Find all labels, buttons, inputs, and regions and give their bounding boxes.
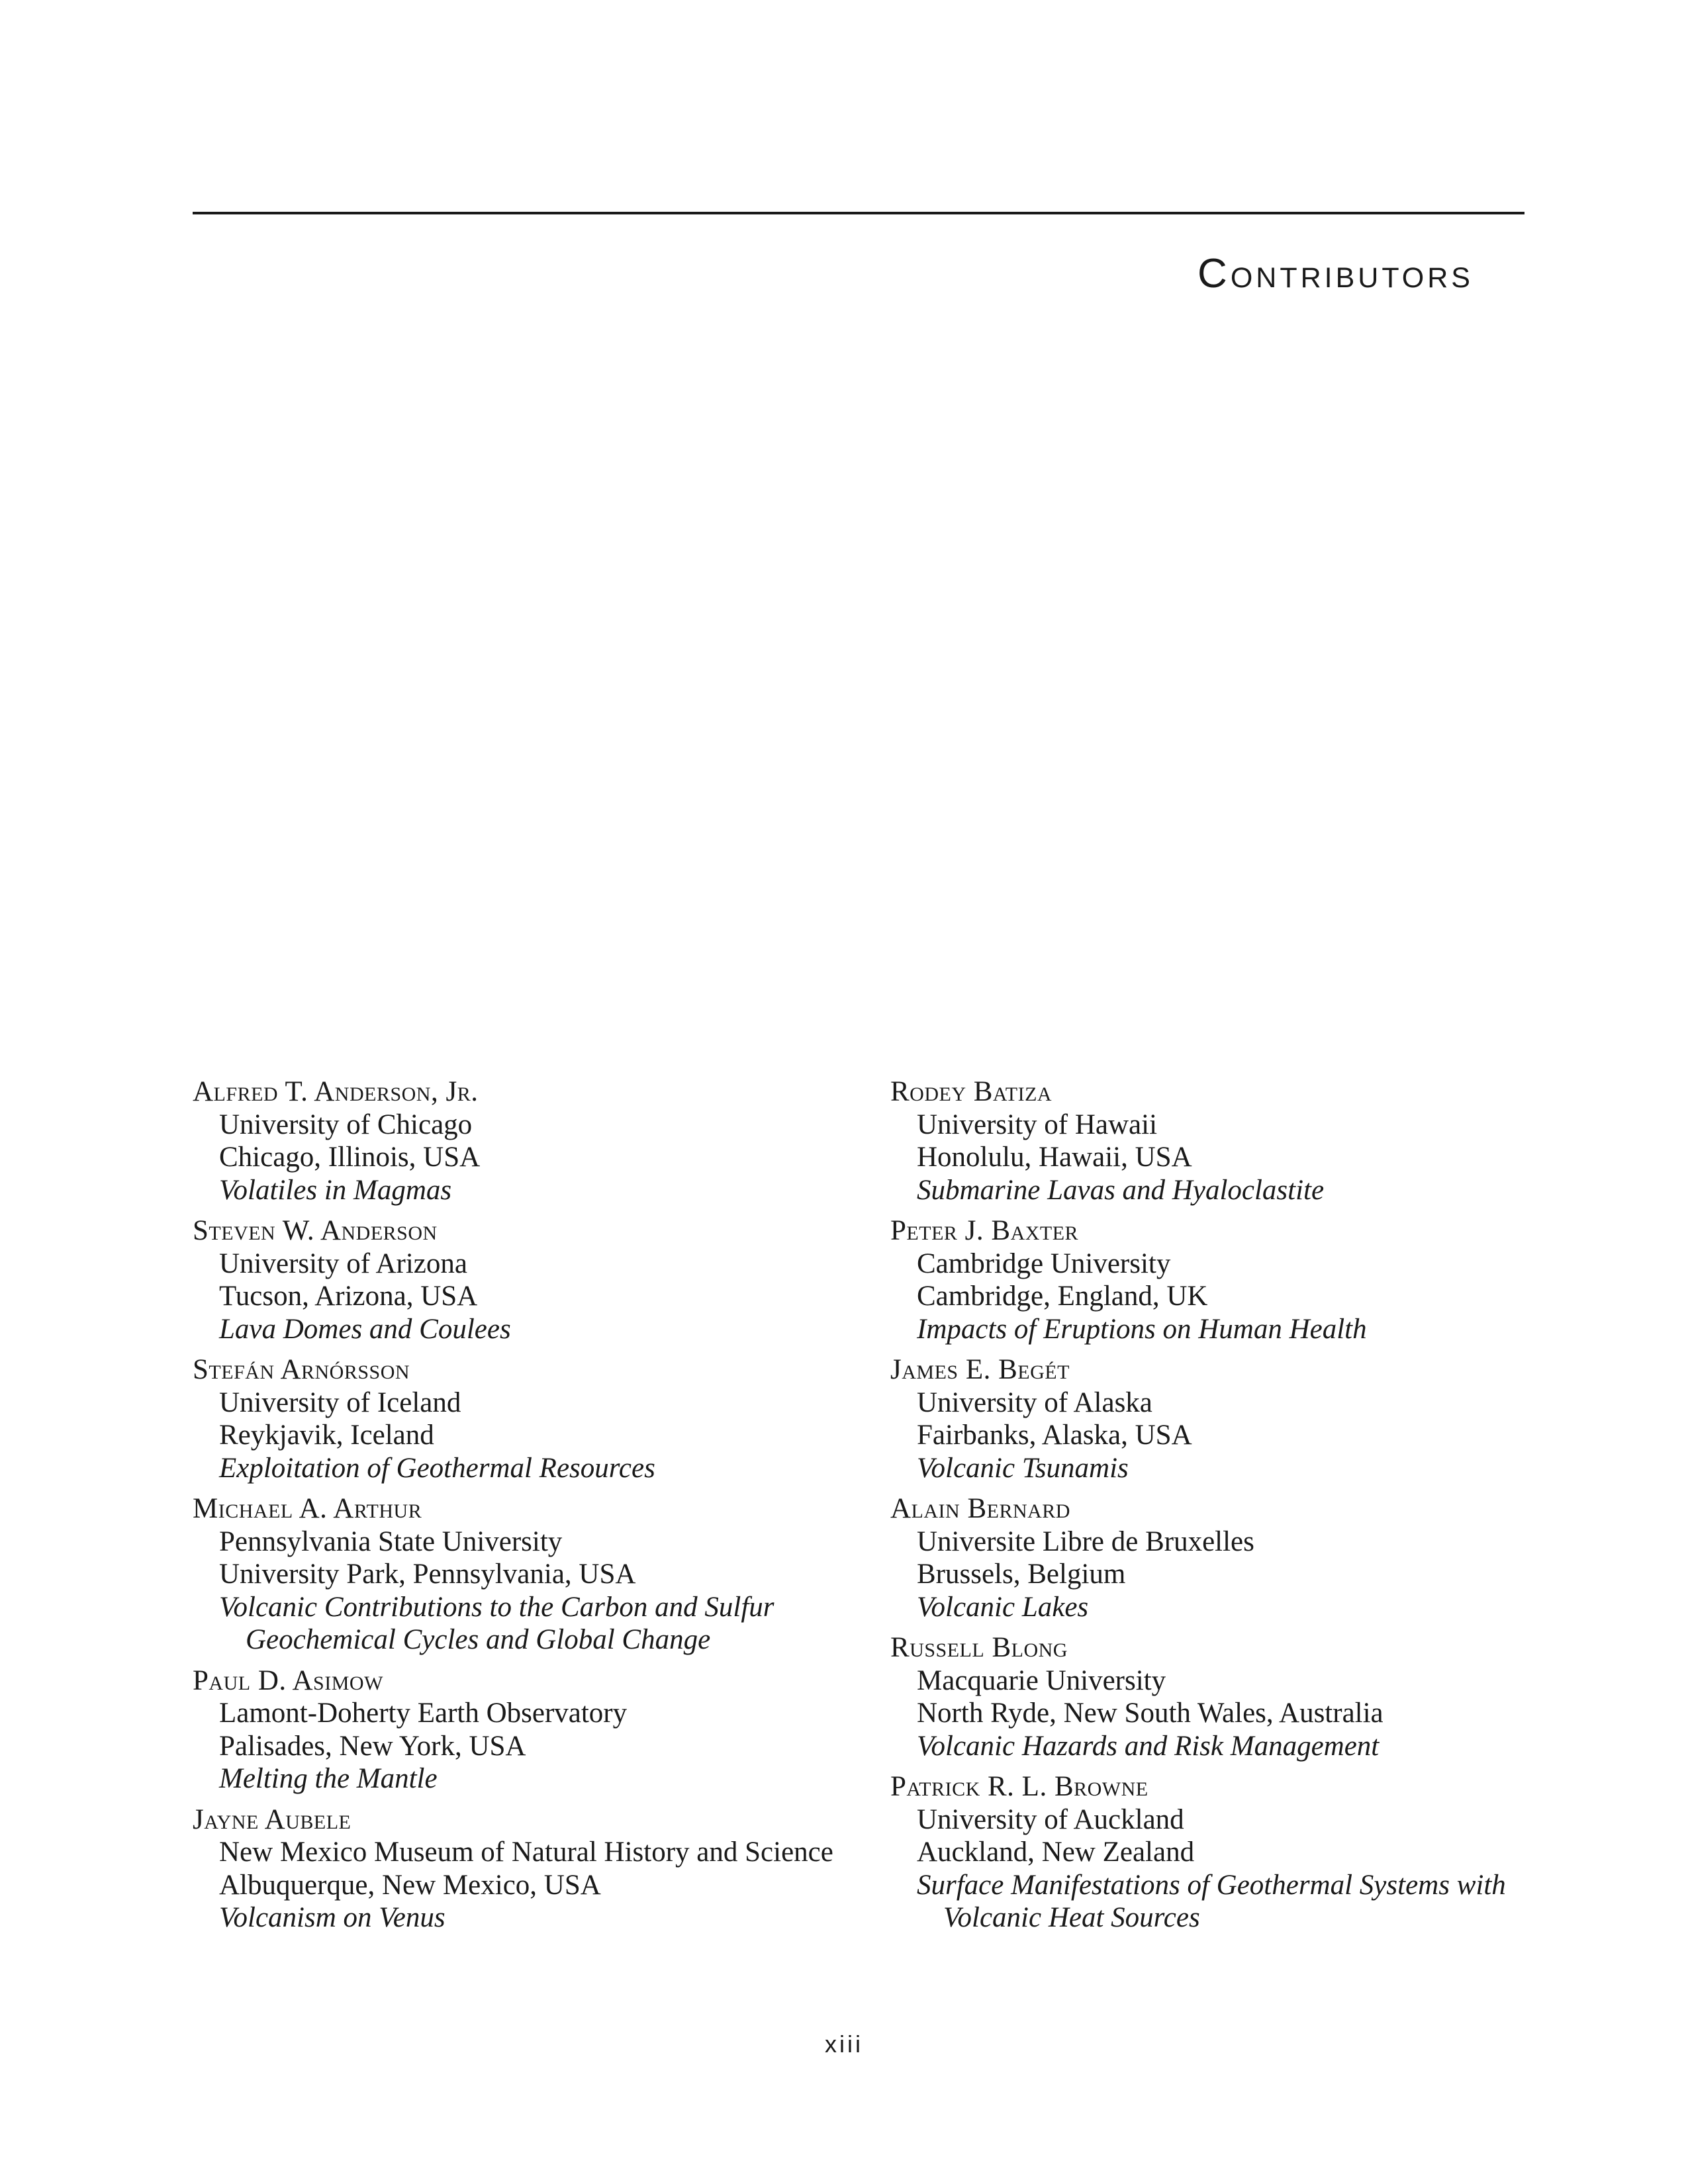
contributor-name: Jayne Aubele [193,1803,352,1835]
contributor-location: Tucson, Arizona, USA [219,1281,478,1312]
contributor-chapter: Volcanic Contributions to the Carbon and Sulfur Geochemical Cycles and Global Change [219,1591,774,1655]
contributor-chapter: Submarine Lavas and Hyaloclastite [917,1174,1325,1206]
contributor-entry [890,1631,1552,1762]
contributor-chapter: Volcanic Hazards and Risk Management [917,1730,1380,1762]
contributor-affiliation: Macquarie University [917,1664,1166,1696]
contributor-name: Patrick R. L. Browne [890,1771,1149,1802]
contributor-name: Russell Blong [890,1632,1068,1663]
contributor-affiliation: Lamont-Doherty Earth Observatory [219,1698,628,1729]
contributor-name: Peter J. Baxter [890,1215,1079,1246]
contributor-affiliation: Pennsylvania State University [219,1525,563,1557]
contributor-chapter: Lava Domes and Coulees [219,1313,511,1345]
contributor-chapter: Volatiles in Magmas [219,1174,452,1206]
contributor-name: Rodey Batiza [890,1076,1053,1107]
contributors-left-column [193,1075,855,1942]
contributor-affiliation: University of Alaska [917,1387,1152,1418]
contributor-entry [890,1353,1552,1484]
contributor-name: Alfred T. Anderson, Jr. [193,1076,479,1107]
page-number: xiii [825,2030,863,2058]
contributor-entry [193,1075,855,1206]
contributor-chapter: Volcanism on Venus [219,1902,445,1933]
header-rule [193,212,1524,214]
contributor-chapter: Melting the Mantle [219,1763,438,1794]
contributor-affiliation: Universite Libre de Bruxelles [917,1525,1254,1557]
contributor-affiliation: University of Arizona [219,1248,467,1279]
contributor-name: Alain Bernard [890,1493,1070,1524]
contributor-location: Honolulu, Hawaii, USA [917,1142,1192,1173]
contributor-location: Reykjavik, Iceland [219,1420,434,1451]
contributor-affiliation: University of Hawaii [917,1109,1158,1140]
contributor-affiliation: University of Iceland [219,1387,461,1418]
contributor-name: Michael A. Arthur [193,1493,422,1524]
contributor-name: James E. Begét [890,1354,1070,1385]
contributor-entry [193,1353,855,1484]
contributor-chapter: Impacts of Eruptions on Human Health [917,1313,1367,1345]
contributor-affiliation: Cambridge University [917,1248,1171,1279]
contributor-name: Stefán Arnórsson [193,1354,410,1385]
contributors-right-column [890,1075,1552,1942]
contributor-entry [890,1770,1552,1934]
contributor-chapter: Surface Manifestations of Geothermal Systems with Volcanic Heat Sources [917,1869,1506,1933]
contributor-location: Auckland, New Zealand [917,1837,1195,1868]
contributor-chapter: Volcanic Tsunamis [917,1452,1129,1484]
contributor-name: Paul D. Asimow [193,1664,383,1696]
contributor-location: Fairbanks, Alaska, USA [917,1420,1192,1451]
contributor-location: Cambridge, England, UK [917,1281,1208,1312]
contributor-location: Palisades, New York, USA [219,1730,526,1762]
contributor-entry [193,1664,855,1796]
contributor-affiliation: New Mexico Museum of Natural History and Science [219,1837,833,1868]
contributor-location: Brussels, Belgium [917,1559,1126,1590]
contributor-affiliation: University of Chicago [219,1109,473,1140]
contributor-location: Chicago, Illinois, USA [219,1142,481,1173]
contributor-entry [890,1492,1552,1623]
contributor-chapter: Exploitation of Geothermal Resources [219,1452,655,1484]
page-title: Contributors [1197,251,1474,296]
contributor-location: University Park, Pennsylvania, USA [219,1559,636,1590]
contributor-location: Albuquerque, New Mexico, USA [219,1869,601,1901]
contributor-entry [890,1214,1552,1345]
contributor-entry [890,1075,1552,1206]
contributor-entry [193,1214,855,1345]
contributor-chapter: Volcanic Lakes [917,1591,1089,1623]
contributor-affiliation: University of Auckland [917,1803,1184,1835]
contributor-name: Steven W. Anderson [193,1215,438,1246]
contributor-location: North Ryde, New South Wales, Australia [917,1698,1383,1729]
contributor-entry [193,1803,855,1934]
contributor-entry [193,1492,855,1657]
